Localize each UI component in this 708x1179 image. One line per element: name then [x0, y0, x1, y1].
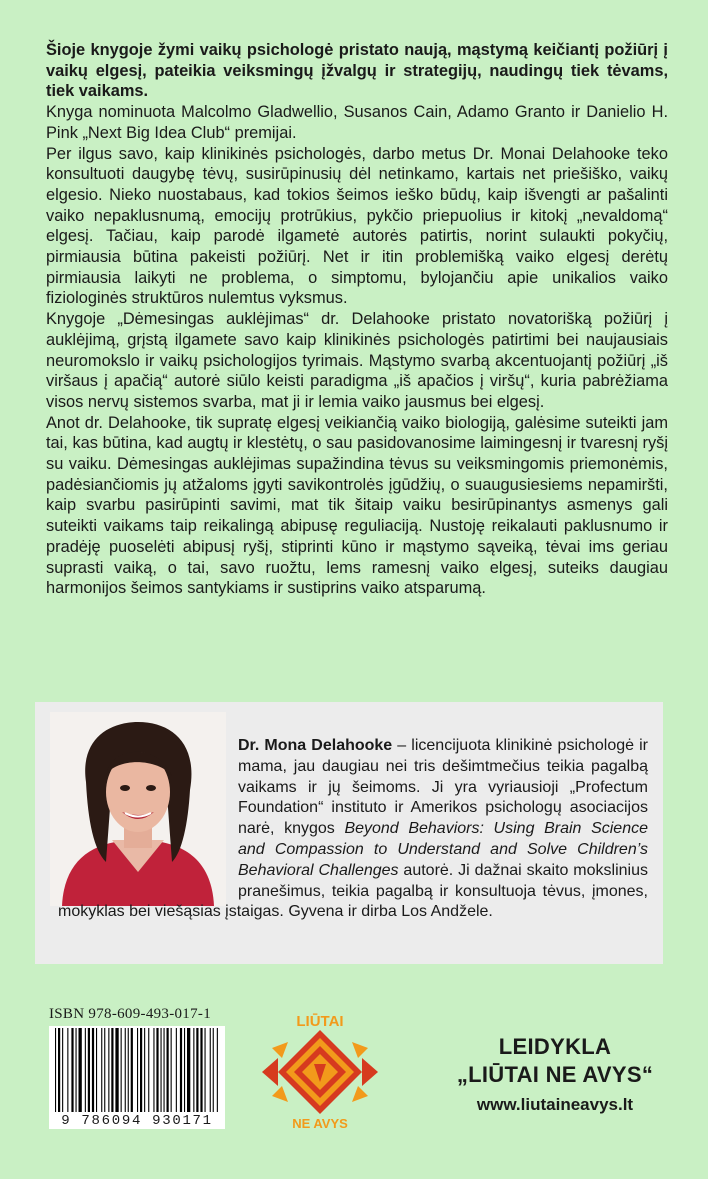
isbn-label: ISBN 978-609-493-017-1 [49, 1006, 212, 1022]
author-name: Dr. Mona Delahooke [238, 737, 393, 754]
publisher-url: www.liutaineavys.lt [476, 1095, 634, 1114]
logo-bottom-text: NE AVYS [292, 1116, 348, 1131]
barcode [49, 1026, 225, 1121]
publisher-logo [258, 1012, 382, 1132]
barcode-digits: 9 786094 930171 [49, 1113, 225, 1129]
blurb-paragraph-1: Knyga nominuota Malcolmo Gladwellio, Susanos Cain, Adamo Granto ir Danielio H. Pink „Next Big Idea Club“ premijai. [46, 103, 668, 142]
author-bio-text-1: – licencijuota klinikinė psichologė ir mama, jau daugiau nei tris dešimtmečius teikia pagalbą vaikams ir jų šeimoms. Ji yra vyriausioji „Profectum Foundation“ instituto ir Amerikos psichologų asociacijos narė, knygos [238, 737, 649, 838]
back-cover-blurb [46, 40, 668, 599]
logo-top-text: LIŪTAI [296, 1013, 344, 1030]
publisher-line-2: „LIŪTAI NE AVYS“ [456, 1062, 654, 1087]
blurb-lead: Šioje knygoje žymi vaikų psichologė pristato naują, mąstymą keičiantį požiūrį į vaikų elgesį, pateikia veiksmingų įžvalgų ir strategijų, naudingų tiek tėvams, tiek vaikams. [46, 41, 668, 101]
publisher-line-1: LEIDYKLA [498, 1034, 612, 1059]
photo-spacer [58, 736, 234, 902]
publisher-block [435, 1033, 675, 1115]
blurb-paragraph-3: Knygoje „Dėmesingas auklėjimas“ dr. Delahooke pristato novatorišką požiūrį į auklėjimą, grįstą ilgamete savo kaip klinikinės psichologės patirtimi bei naujausiais neuromokslo ir vaikų psichologijos tyrimais. Mąstymo svarbą akcentuojantį požiūrį „iš viršaus į apačią“ autorė siūlo keisti paradigma „iš apačios į viršų“, kuria pabrėžiama visos nervų sistemos svarba, mat ji ir lemia vaiko jausmus bei elgesį. [46, 310, 668, 411]
author-book-title: Beyond Behaviors: Using Brain Science and Compassion to Understand and Solve Children’s Behavioral Challenges [238, 820, 648, 879]
blurb-paragraph-2: Per ilgus savo, kaip klinikinės psichologės, darbo metus Dr. Monai Delahooke teko konsultuoti daugybę tėvų, susirūpinusių dėl netinkamo, kartais net priešiško, vaikų elgesio. Nieko nuostabaus, kad tokios šeimos ieško būdų, kaip išvengti ar pašalinti vaiko nepaklusnumą, emocijų protrūkius, pykčio priepuolius ir kitokį „nevaldomą“ elgesį. Tačiau, kaip parodė ilgametė autorės patirtis, norint sulaukti pokyčių, pirmiausia būtina pakeisti požiūrį. Net ir itin problemišką vaiko elgesį derėtų pirmiausia laikyti ne problema, o simptomu, bylojančiu apie unikalios vaiko fiziologinės struktūros nulemtus vyksmus. [46, 144, 668, 308]
author-bio-text-2: autorė. Ji dažnai skaito mokslinius pranešimus, teikia pagalbą ir konsultuoja tėvus, įmones, mokyklas bei viešąsias įstaigas. Gyvena ir dirba Los Andžele. [58, 861, 648, 921]
barcode-bars [49, 1026, 225, 1114]
blurb-paragraph-4: Anot dr. Delahooke, tik supratę elgesį veikiančią vaiko biologiją, galėsime suteikti jam tai, kas būtina, kad augtų ir klestėtų, o sau pasidovanosime laimingesnį ir tvaresnį ryšį su vaiku. Dėmesingas auklėjimas supažindina tėvus su veiksmingomis priemonėmis, padėsiančiomis jų atžaloms įgyti savikontrolės įgūdžių, o suaugusiesiems nepamiršti, kaip svarbu pasirūpinti savimi, mat tik šitaip vaiku besirūpinantys asmenys gali suteikti vaikams taip reikalingą abipusę reguliaciją. Nustoję reikalauti paklusnumo ir pradėję puoselėti abipusį ryšį, stiprinti kūno ir mąstymo sąveiką, tėvai ims geriau suprasti vaiką, o tai, savo ruožtu, lems ramesnį vaiko elgesį, suteiks daugiau harmonijos šeimos santykiams ir sustiprins vaiko atsparumą. [46, 413, 668, 598]
author-bio [58, 736, 648, 923]
